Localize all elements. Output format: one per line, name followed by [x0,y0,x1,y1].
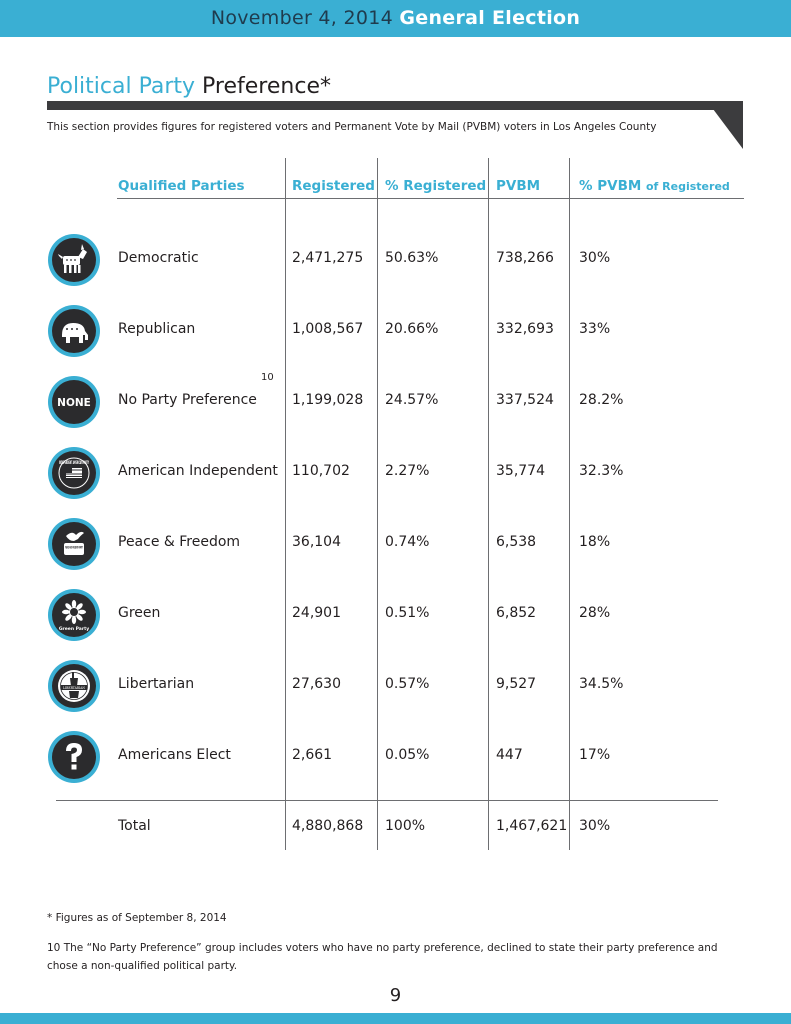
party-logo [48,589,100,641]
section-title [47,74,331,99]
column-header-pct-registered: % Registered [385,178,487,194]
pct-pvbm-value: 28% [579,605,611,621]
pct-registered-value: 2.27% [385,463,430,479]
registered-value: 2,471,275 [292,250,364,266]
column-divider [488,158,489,850]
party-logo [48,376,100,428]
party-name: American Independent [118,463,278,479]
registered-value: 1,199,028 [292,392,364,408]
pvbm-value: 447 [496,747,523,763]
total-pct-pvbm: 30% [579,818,611,834]
pvbm-value: 6,852 [496,605,537,621]
pct-pvbm-value: 32.3% [579,463,624,479]
registered-value: 2,661 [292,747,333,763]
party-logo [48,234,100,286]
party-name: No Party Preference [118,392,257,408]
pct-registered-value: 50.63% [385,250,439,266]
footnote-ten: 10 The “No Party Preference” group includes voters who have no party preference, declined to state their party preference and chose a non-qualified political party. [47,942,718,972]
column-divider [377,158,378,850]
none-logo-text: NONE [57,397,91,409]
elephant-icon [52,309,96,353]
party-logo [48,305,100,357]
title-divider-bar [47,101,743,110]
column-header-pct-pvbm [579,178,730,194]
pvbm-value: 337,524 [496,392,554,408]
column-header-pct-pvbm-suffix: of Registered [646,180,730,193]
party-logo [48,731,100,783]
column-divider [569,158,570,850]
pvbm-value: 9,527 [496,676,537,692]
pct-registered-value: 20.66% [385,321,439,337]
section-intro: This section provides figures for registered voters and Permanent Vote by Mail (PVBM) voters in Los Angeles County [47,121,657,133]
pct-pvbm-value: 28.2% [579,392,624,408]
section-title-rest: Preference* [202,74,331,99]
header-date: November 4, 2014 [210,7,394,29]
question-mark-icon [52,735,96,779]
pct-pvbm-value: 30% [579,250,611,266]
title-divider-tab [707,101,743,149]
footnote-reference: 10 [261,372,274,383]
pct-pvbm-value: 18% [579,534,611,550]
page-number: 9 [389,985,402,1006]
party-logo [48,447,100,499]
liberty-statue-icon [52,664,96,708]
pct-pvbm-value: 17% [579,747,611,763]
pct-registered-value: 0.57% [385,676,430,692]
footer-band [0,1013,791,1024]
column-header-pvbm: PVBM [496,178,541,194]
pct-pvbm-value: 33% [579,321,611,337]
total-pct-registered: 100% [385,818,426,834]
pct-registered-value: 0.51% [385,605,430,621]
party-name: Americans Elect [118,747,231,763]
pvbm-value: 738,266 [496,250,554,266]
pvbm-value: 35,774 [496,463,545,479]
party-logo [48,518,100,570]
column-header-parties: Qualified Parties [118,178,245,194]
column-divider [285,158,286,850]
pvbm-value: 6,538 [496,534,537,550]
green-logo-text: Green Party [58,627,90,632]
total-rule [56,800,718,801]
header-election: General Election [399,7,581,29]
header-title [0,7,791,29]
column-header-pct-pvbm-main: % PVBM [579,178,642,194]
pct-registered-value: 0.05% [385,747,430,763]
column-header-registered: Registered [292,178,375,194]
registered-value: 110,702 [292,463,350,479]
total-label: Total [118,818,151,834]
section-title-accent: Political Party [47,74,196,99]
party-name: Republican [118,321,196,337]
pct-registered-value: 24.57% [385,392,439,408]
american-independent-icon [52,451,96,495]
peace-dove-icon [52,522,96,566]
registered-value: 1,008,567 [292,321,364,337]
american-independent-logo-text: INDEPENDENT AMERICAN PARTY [59,460,90,465]
libertarian-logo-text: LIBERTARIAN [63,685,86,690]
party-name: Green [118,605,161,621]
pct-registered-value: 0.74% [385,534,430,550]
registered-value: 36,104 [292,534,341,550]
party-name: Peace & Freedom [118,534,241,550]
header-band [0,0,791,37]
donkey-icon [52,238,96,282]
party-logo [48,660,100,712]
party-name: Democratic [118,250,199,266]
pvbm-value: 332,693 [496,321,554,337]
total-pvbm: 1,467,621 [496,818,568,834]
party-name: Libertarian [118,676,195,692]
none-icon [52,380,96,424]
total-registered: 4,880,868 [292,818,364,834]
footnote-asterisk: * Figures as of September 8, 2014 [47,912,227,924]
peace-freedom-logo-text: PEACE AND FREEDOM PARTY [65,545,84,550]
header-rule [117,198,744,199]
pct-pvbm-value: 34.5% [579,676,624,692]
sunflower-icon [52,593,96,637]
registered-value: 27,630 [292,676,341,692]
registered-value: 24,901 [292,605,341,621]
